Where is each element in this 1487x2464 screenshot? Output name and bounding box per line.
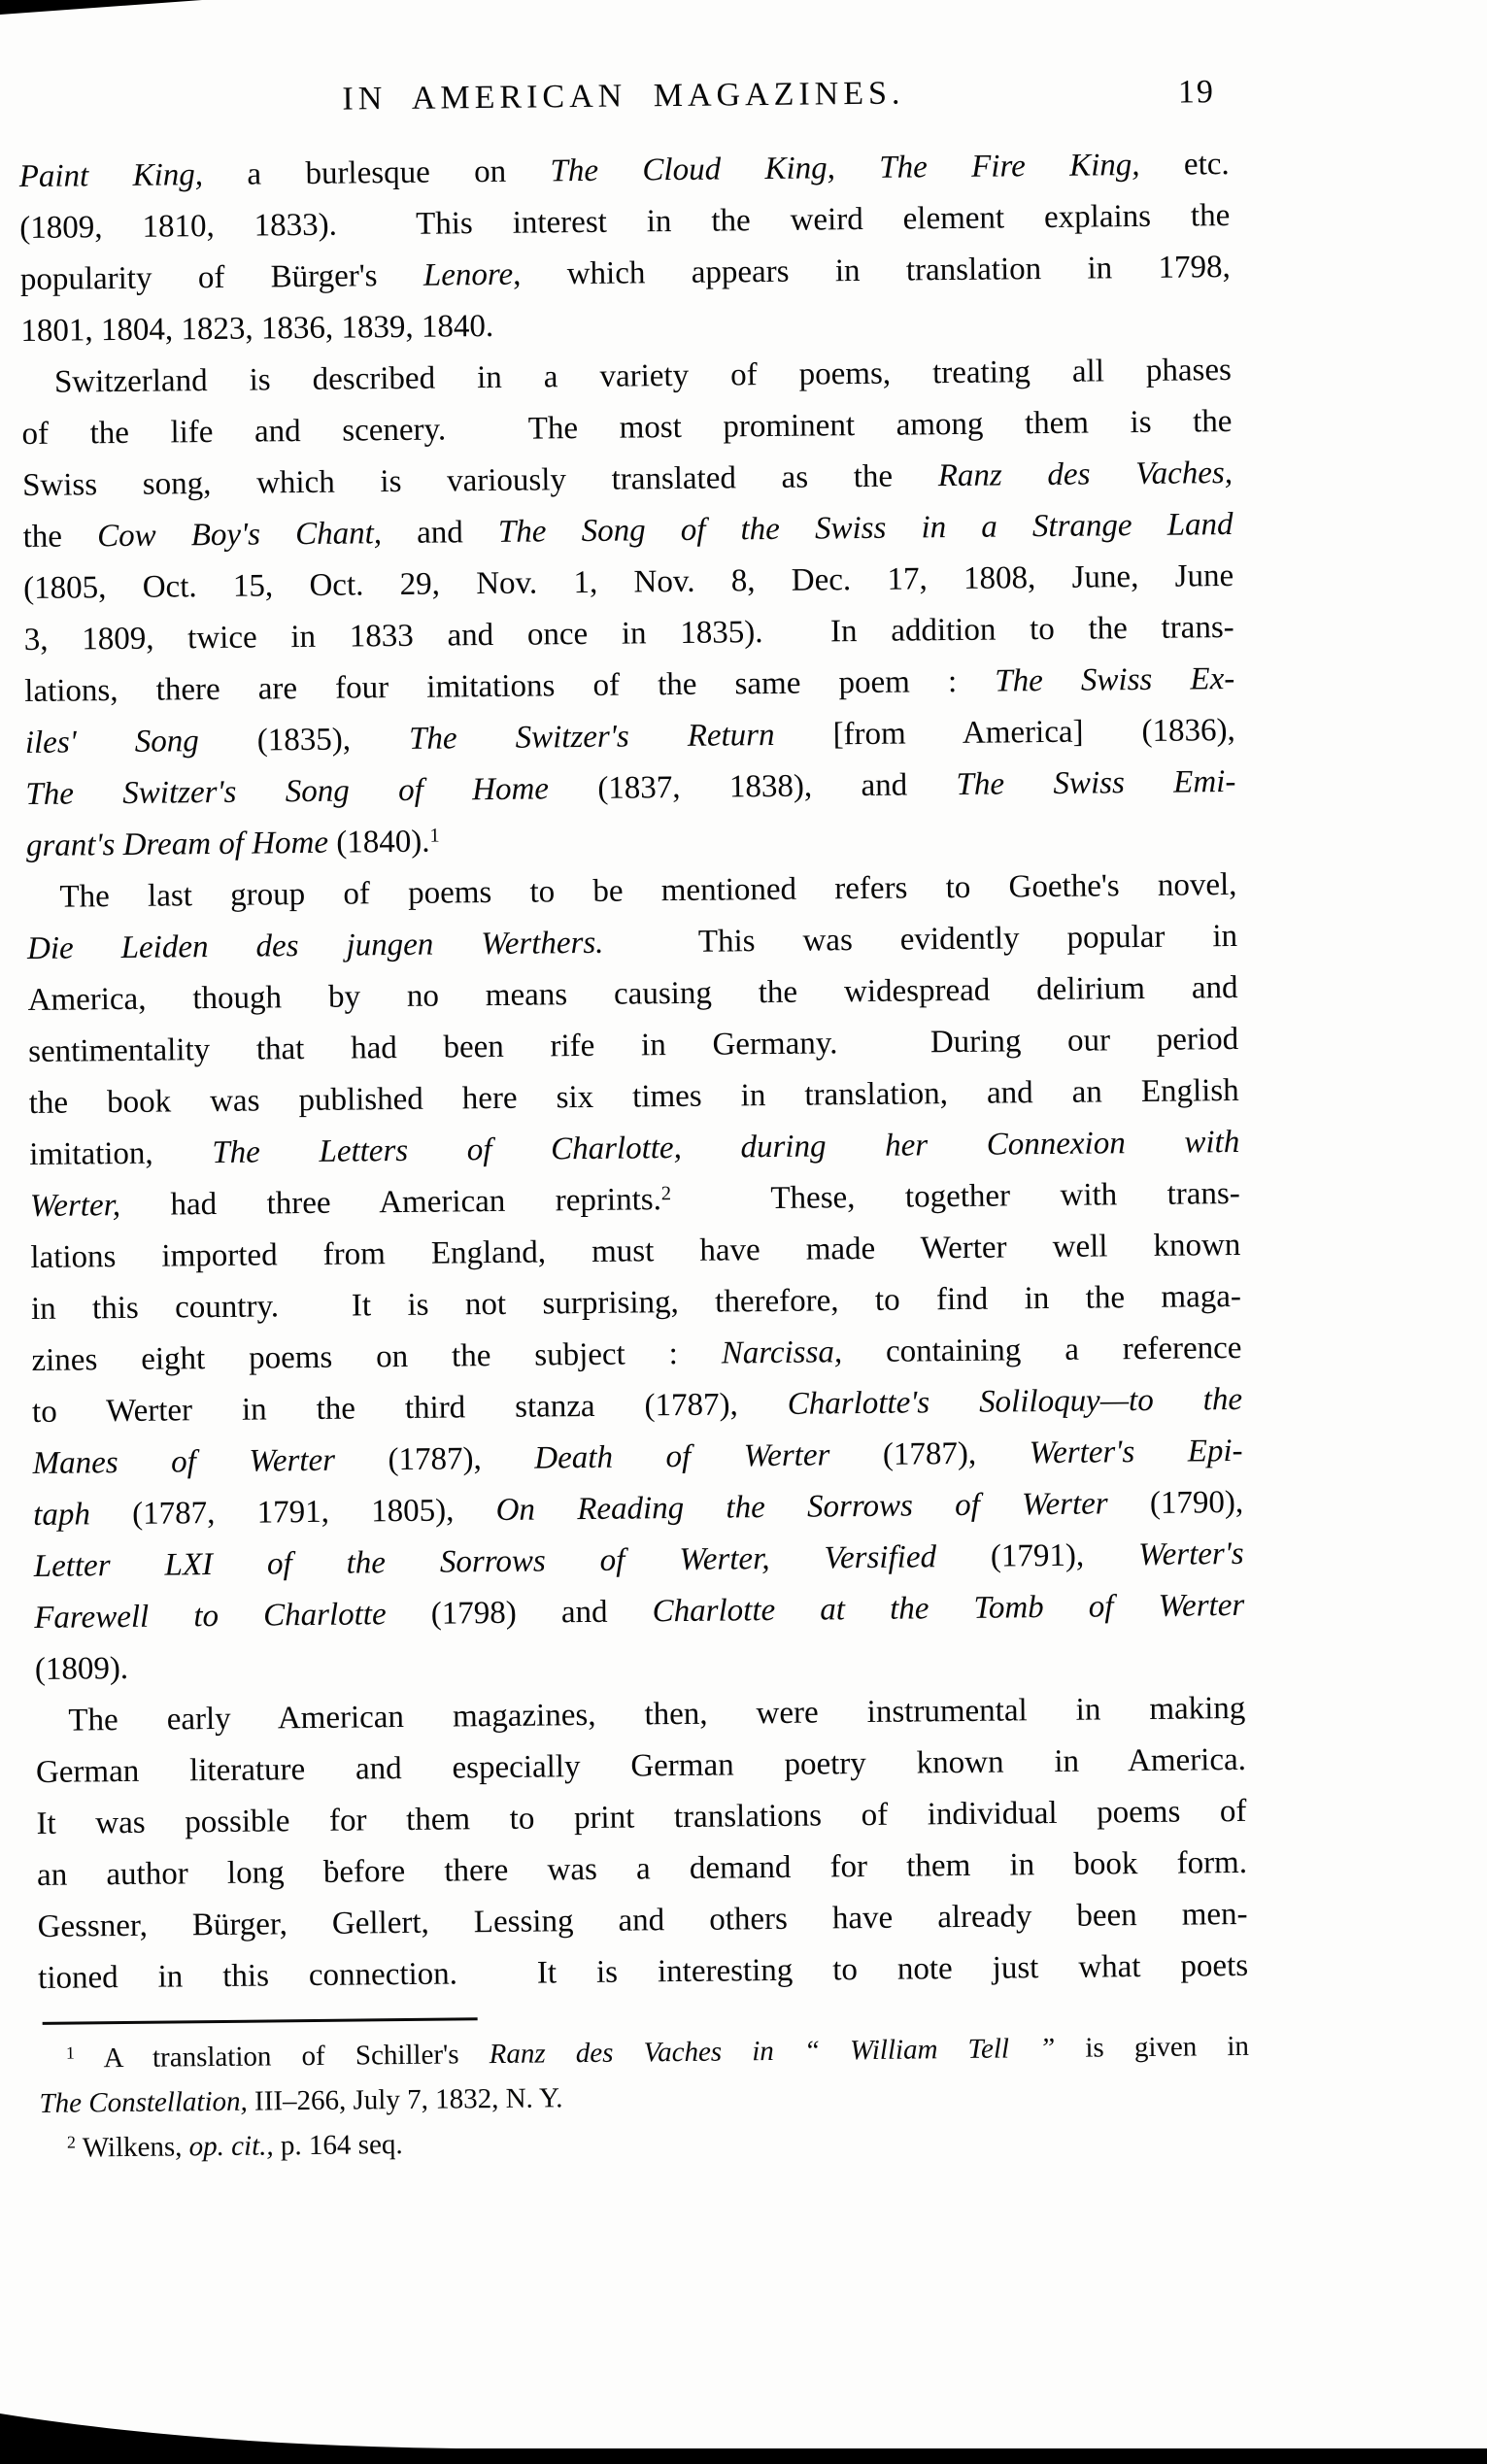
text-line: The Constellation, III–266, July 7, 1832, N. Y.	[39, 2082, 563, 2119]
text-line: lations imported from England, must have made Werter well known	[30, 1227, 1241, 1275]
text-line: of the life and scenery. The most prominent among them is the	[21, 403, 1233, 453]
body-text	[18, 139, 1248, 2005]
text-line: (1809, 1810, 1833). This interest in the weird element explains the	[19, 198, 1231, 247]
text-line: Manes of Werter (1787), Death of Werter (1787), Werter's Epi-	[32, 1433, 1243, 1481]
footnote-rule	[43, 2017, 478, 2025]
text-line: zines eight poems on the subject : Narcissa, containing a reference	[31, 1330, 1242, 1378]
text-line: $^2$ Wilkens, op. cit., p. 164 seq.	[66, 2129, 403, 2164]
text-line: imitation, The Letters of Charlotte, during her Connexion with	[29, 1124, 1240, 1172]
text-line: It was possible for them to print translations of individual poems of	[36, 1793, 1247, 1841]
text-line: German literature and especially German poetry known in America.	[35, 1741, 1247, 1790]
text-line: iles' Song (1835), The Switzer's Return [from America] (1836),	[24, 712, 1235, 761]
page-header	[18, 71, 1229, 130]
text-line: Werter, had three American reprints.$^2$ These, together with trans-	[29, 1175, 1240, 1224]
text-line: Paint King, a burlesque on The Cloud King, The Fire King, etc.	[18, 147, 1230, 195]
text-line: Swiss song, which is variously translated as the Ranz des Vaches,	[21, 455, 1234, 504]
text-line: in this country. It is not surprising, therefore, to find in the maga-	[30, 1278, 1242, 1327]
text-line: taph (1787, 1791, 1805), On Reading the Sorrows of Werter (1790),	[32, 1484, 1244, 1533]
page-content	[18, 71, 1250, 2171]
text-line: Die Leiden des jungen Werthers. This was evidently popular in	[26, 918, 1238, 967]
text-line: The early American magazines, then, were instrumental in making	[68, 1690, 1246, 1738]
text-line: popularity of Bürger's Lenore, which appears in translation in 1798,	[19, 250, 1231, 298]
text-line: to Werter in the third stanza (1787), Charlotte's Soliloquy—to the	[31, 1381, 1243, 1430]
text-line: (1809).	[34, 1650, 129, 1687]
footnotes	[39, 2024, 1250, 2171]
text-line: the book was published here six times in translation, and an English	[28, 1072, 1239, 1122]
text-line: lations, there are four imitations of the same poem : The Swiss Ex-	[24, 660, 1235, 710]
text-line: sentimentality that had been rife in Germany. During our period	[27, 1021, 1239, 1070]
text-line: America, though by no means causing the widespread delirium and	[27, 969, 1238, 1019]
text-line: the Cow Boy's Chant, and The Song of the Swiss in a Strange Land	[22, 506, 1234, 556]
running-title: IN AMERICAN MAGAZINES.	[342, 75, 905, 118]
text-line: Gessner, Bürger, Gellert, Lessing and others have already been men-	[37, 1896, 1248, 1944]
scan-artifact-top-left	[0, 0, 202, 15]
text-line: (1805, Oct. 15, Oct. 29, Nov. 1, Nov. 8, Dec. 17, 1808, June, June	[23, 557, 1234, 607]
text-line: $^1$ A translation of Schiller's Ranz des Vaches in “ William Tell ” is given in	[65, 2030, 1250, 2075]
text-line: 1801, 1804, 1823, 1836, 1839, 1840.	[20, 308, 494, 350]
text-line: The Switzer's Song of Home (1837, 1838), and The Swiss Emi-	[25, 763, 1236, 813]
text-line: Farewell to Charlotte (1798) and Charlotte at the Tomb of Werter	[34, 1587, 1245, 1636]
page-number: 19	[1177, 74, 1216, 111]
text-line: The last group of poems to be mentioned refers to Goethe's novel,	[59, 866, 1237, 915]
text-line: tioned in this connection. It is interesting to note just what poets	[37, 1947, 1249, 1996]
text-line: Switzerland is described in a variety of poems, treating all phases	[53, 352, 1233, 400]
text-line: Letter LXI of the Sorrows of Werter, Versified (1791), Werter's	[33, 1536, 1244, 1584]
scan-artifact-bottom	[0, 2396, 1487, 2464]
text-line: 3, 1809, twice in 1833 and once in 1835). In addition to the trans-	[23, 609, 1234, 658]
text-line: an author long ḃefore there was a demand for them in book form.	[36, 1844, 1248, 1893]
text-line: grant's Dream of Home (1840).$^1$	[25, 824, 440, 864]
